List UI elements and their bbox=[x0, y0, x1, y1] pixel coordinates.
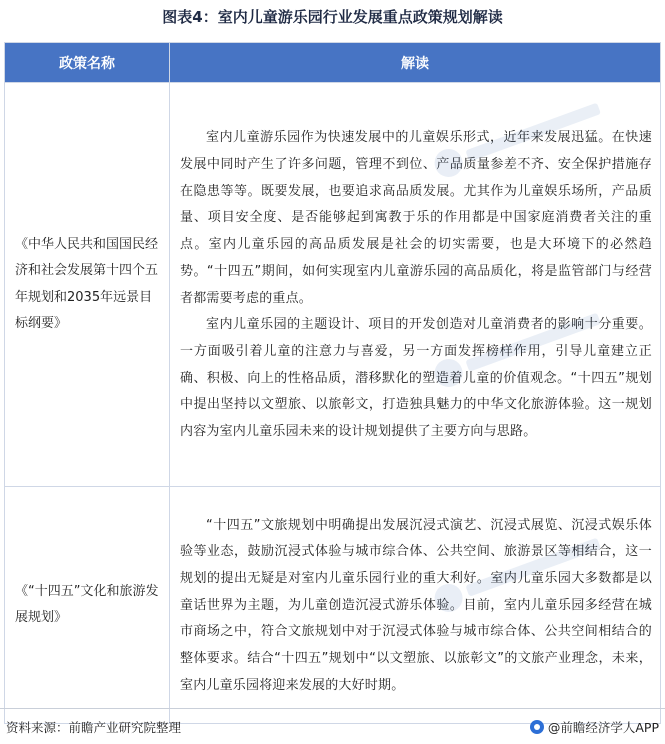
policy-name-cell: 《“十四五”文化和旅游发展规划》 bbox=[5, 487, 170, 724]
footer bbox=[0, 708, 665, 744]
table-row bbox=[5, 83, 661, 487]
interpretation-cell bbox=[170, 83, 661, 487]
chart-title: 图表4：室内儿童游乐园行业发展重点政策规划解读 bbox=[162, 8, 503, 26]
policy-table bbox=[4, 42, 661, 724]
brand-label: @前瞻经济学人APP bbox=[547, 720, 659, 735]
interpretation-cell bbox=[170, 487, 661, 724]
header-policy-name: 政策名称 bbox=[5, 43, 170, 83]
brand-credit bbox=[530, 718, 659, 736]
brand-logo-icon bbox=[530, 720, 544, 734]
table-header-row bbox=[5, 43, 661, 83]
policy-name-cell: 《中华人民共和国国民经济和社会发展第十四个五年规划和2035年远景目标纲要》 bbox=[5, 83, 170, 487]
interpretation-paragraph: 室内儿童乐园的主题设计、项目的开发创造对儿童消费者的影响十分重要。一方面吸引着儿童的注意力与喜爱，另一方面发挥榜样作用，引导儿童建立正确、积极、向上的性格品质，潜移默化的塑造着儿童的价值观念。“十四五”规划中提出坚持以文塑旅、以旅彰文，打造独具魅力的中华文化旅游体验。这一规划内容为室内儿童乐园未来的设计规划提供了主要方向与思路。 bbox=[180, 317, 652, 440]
interpretation-paragraph: 室内儿童游乐园作为快速发展中的儿童娱乐形式，近年来发展迅猛。在快速发展中同时产生了许多问题，管理不到位、产品质量参差不齐、安全保护措施存在隐患等等。既要发展，也要追求高品质发展。尤其作为儿童娱乐场所，产品质量、项目安全度、是否能够起到寓教于乐的作用都是中国家庭消费者关注的重点。室内儿童乐园的高品质发展是社会的切实需要，也是大环境下的必然趋势。“十四五”期间，如何实现室内儿童游乐园的高品质化，将是监管部门与经营者都需要考虑的重点。 bbox=[180, 130, 652, 306]
header-interpretation: 解读 bbox=[170, 43, 661, 83]
table-row bbox=[5, 487, 661, 724]
source-note: 资料来源：前瞻产业研究院整理 bbox=[6, 720, 182, 735]
interpretation-paragraph: “十四五”文旅规划中明确提出发展沉浸式演艺、沉浸式展览、沉浸式娱乐体验等业态，鼓励沉浸式体验与城市综合体、公共空间、旅游景区等相结合，这一规划的提出无疑是对室内儿童乐园行业的重大利好。室内儿童乐园大多数都是以童话世界为主题，为儿童创造沉浸式游乐体验。目前，室内儿童乐园多经营在城市商场之中，符合文旅规划中对于沉浸式体验与城市综合体、公共空间相结合的整体要求。结合“十四五”规划中“以文塑旅、以旅彰文”的文旅产业理念，未来，室内儿童乐园将迎来发展的大好时期。 bbox=[180, 517, 652, 693]
